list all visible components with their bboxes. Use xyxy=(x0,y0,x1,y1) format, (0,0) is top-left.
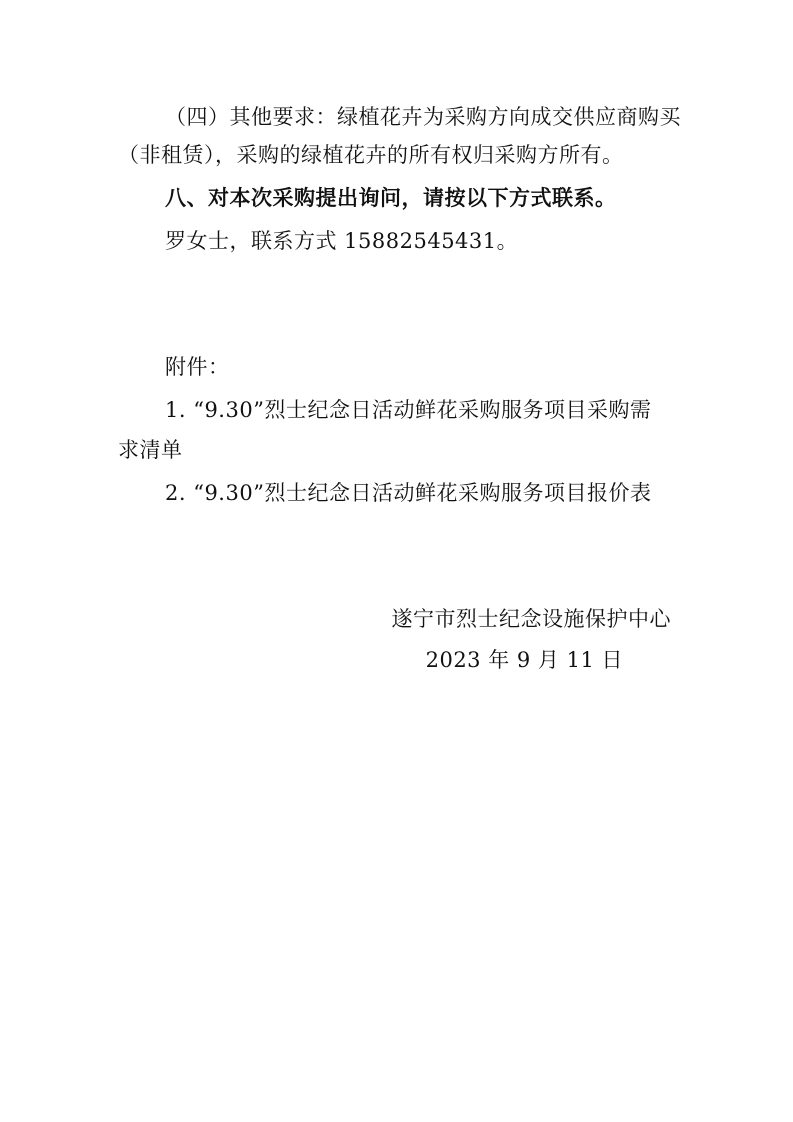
paragraph-contact-info: 罗女士，联系方式 15882545431。 xyxy=(165,229,519,253)
attachment-item-1: 1. “9.30”烈士纪念日活动鲜花采购服务项目采购需 xyxy=(165,398,652,422)
attachment-item-1-cont: 求清单 xyxy=(118,438,183,462)
section-heading-contact: 八、对本次采购提出询问，请按以下方式联系。 xyxy=(165,185,617,210)
signature-date: 2023 年 9 月 11 日 xyxy=(425,648,623,672)
paragraph-other-requirements: （四）其他要求：绿植花卉为采购方向成交供应商购买 xyxy=(165,105,681,129)
signature-organization: 遂宁市烈士纪念设施保护中心 xyxy=(391,607,671,631)
attachment-item-2: 2. “9.30”烈士纪念日活动鲜花采购服务项目报价表 xyxy=(165,481,652,505)
paragraph-other-requirements-cont: （非租赁），采购的绿植花卉的所有权归采购方所有。 xyxy=(118,143,624,167)
attachments-heading: 附件： xyxy=(165,355,230,379)
